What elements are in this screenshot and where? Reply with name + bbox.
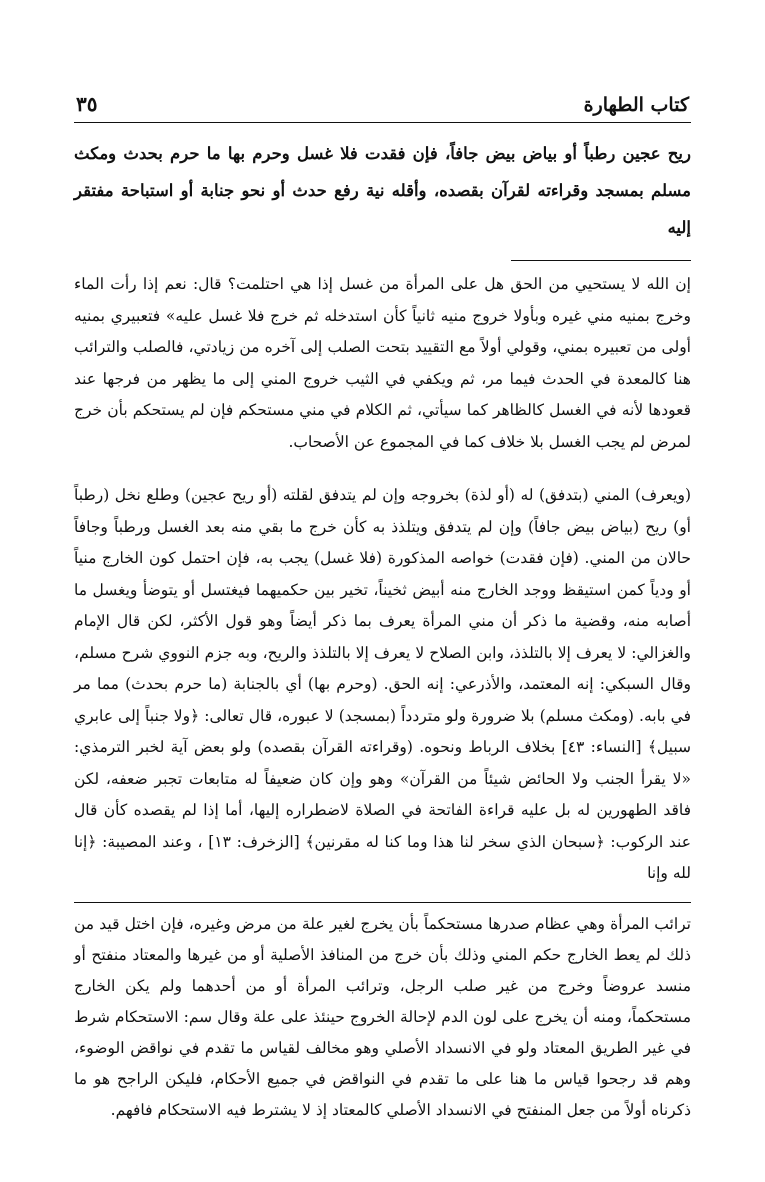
hashiya-paragraph: إن الله لا يستحيي من الحق هل على المرأة من غسل إذا هي احتلمت؟ قال: نعم إذا رأت الماء وخرج بمنيه مني غيره وبأولا خروج منيه ثانياً كأن استدخله ثم خرج فلا غسل عليه» فتعبيري بمنيه أولى من تعبيره بمني، وقولي أولاً مع التقييد بتحت الصلب إلى آخره من زيادتي، فالصلب والترائب هنا كالمعدة في الحدث فيما مر، ثم ويكفي في الثيب خروج المني إلى ما يظهر من فرجها عند قعودها لأنه في الغسل كالظاهر كما سيأتي، ثم الكلام في مني مستحكم فإن لم يستحكم بأن خرج لمرض لم يجب الغسل بلا خلاف كما في المجموع عن الأصحاب. (74, 275, 691, 451)
matn-separator (511, 260, 691, 261)
footnote-block (74, 909, 691, 1126)
sharh-paragraph: (ويعرف) المني (بتدفق) له (أو لذة) بخروجه وإن لم يتدفق لقلته (أو ريح عجين) وطلع نخل (رطباً أو) ريح (بياض بيض جافاً) وإن لم يتدفق ويتلذذ به كأن خرج ما بقي منه بعد الغسل ورطباً وجافاً حالان من المني. (فإن فقدت) خواصه المذكورة (فلا غسل) يجب به، فإن احتمل كون الخارج منياً أو ودياً كمن استيقظ ووجد الخارج منه أبيض ثخيناً، تخير بين حكميهما فيغتسل أو يتوضأ ويغسل ما أصابه منه، وقضية ما ذكر أن مني المرأة يعرف بما ذكر أيضاً وهو قول الأكثر، لكن قال الإمام والغزالي: لا يعرف إلا بالتلذذ، وابن الصلاح لا يعرف إلا بالتلذذ والريح، وبه جزم النووي شرح مسلم، وقال السبكي: إنه المعتمد، والأذرعي: إنه الحق. (وحرم بها) أي بالجنابة (ما حرم بحدث) مما مر في بابه. (ومكث مسلم) بلا ضرورة ولو متردداً (بمسجد) لا عبوره، قال تعالى: ﴿ولا جنباً إلى عابري سبيل﴾ [النساء: ٤٣] بخلاف الرباط ونحوه. (وقراءته القرآن بقصده) ولو بعض آية لخبر الترمذي: «لا يقرأ الجنب ولا الحائض شيئاً من القرآن» وهو وإن كان ضعيفاً له متابعات تجبر ضعفه، لكن فاقد الطهورين له بل عليه قراءة الفاتحة في الصلاة لاضطراره إليها، أما إذا لم يقصده كأن قال عند الركوب: ﴿سبحان الذي سخر لنا هذا وما كنا له مقرنين﴾ [الزخرف: ١٣] ، وعند المصيبة: ﴿إنا لله وإنا (74, 486, 691, 882)
page-header (74, 84, 691, 123)
matn-text-block (74, 135, 691, 246)
matn-paragraph: ريح عجين رطباً أو بياض بيض جافاً، فإن فقدت فلا غسل وحرم بها ما حرم بحدث ومكث مسلم بمسجد وقراءته لقرآن بقصده، وأقله نية رفع حدث أو نحو جنابة أو استباحة مفتقر إليه (74, 144, 691, 237)
hashiya-top-block (74, 269, 691, 458)
book-title: كتاب الطهارة (583, 94, 689, 116)
sharh-text-block (74, 480, 691, 890)
footnote-paragraph: ترائب المرأة وهي عظام صدرها مستحكماً بأن يخرج لغير علة من مرض وغيره، فإن اختل قيد من ذلك لم يعط الخارج حكم المني وذلك بأن خرج من المنافذ الأصلية أو من غيرها والمعتاد منفتح أو منسد عروضاً وخرج من غير صلب الرجل، وترائب المرأة أو من أحدهما ولم يكن الخارج مستحكماً، ومنه أن يخرج على لون الدم لإحالة الخروج حينئذ على علة وقال سم: الاستحكام شرط في غير الطريق المعتاد ولو في الانسداد الأصلي وهو مخالف لقياس ما تقدم في نواقض الوضوء، وهم قد رجحوا قياس ما هنا على ما تقدم في النواقض في جميع الأحكام، فليكن الراجح هو ما ذكرناه أولاً من جعل المنفتح في الانسداد الأصلي كالمعتاد إذ لا يشترط فيه الاستحكام فافهم. (74, 914, 691, 1119)
footnote-separator (74, 902, 691, 903)
page-number: ٣٥ (76, 92, 98, 116)
